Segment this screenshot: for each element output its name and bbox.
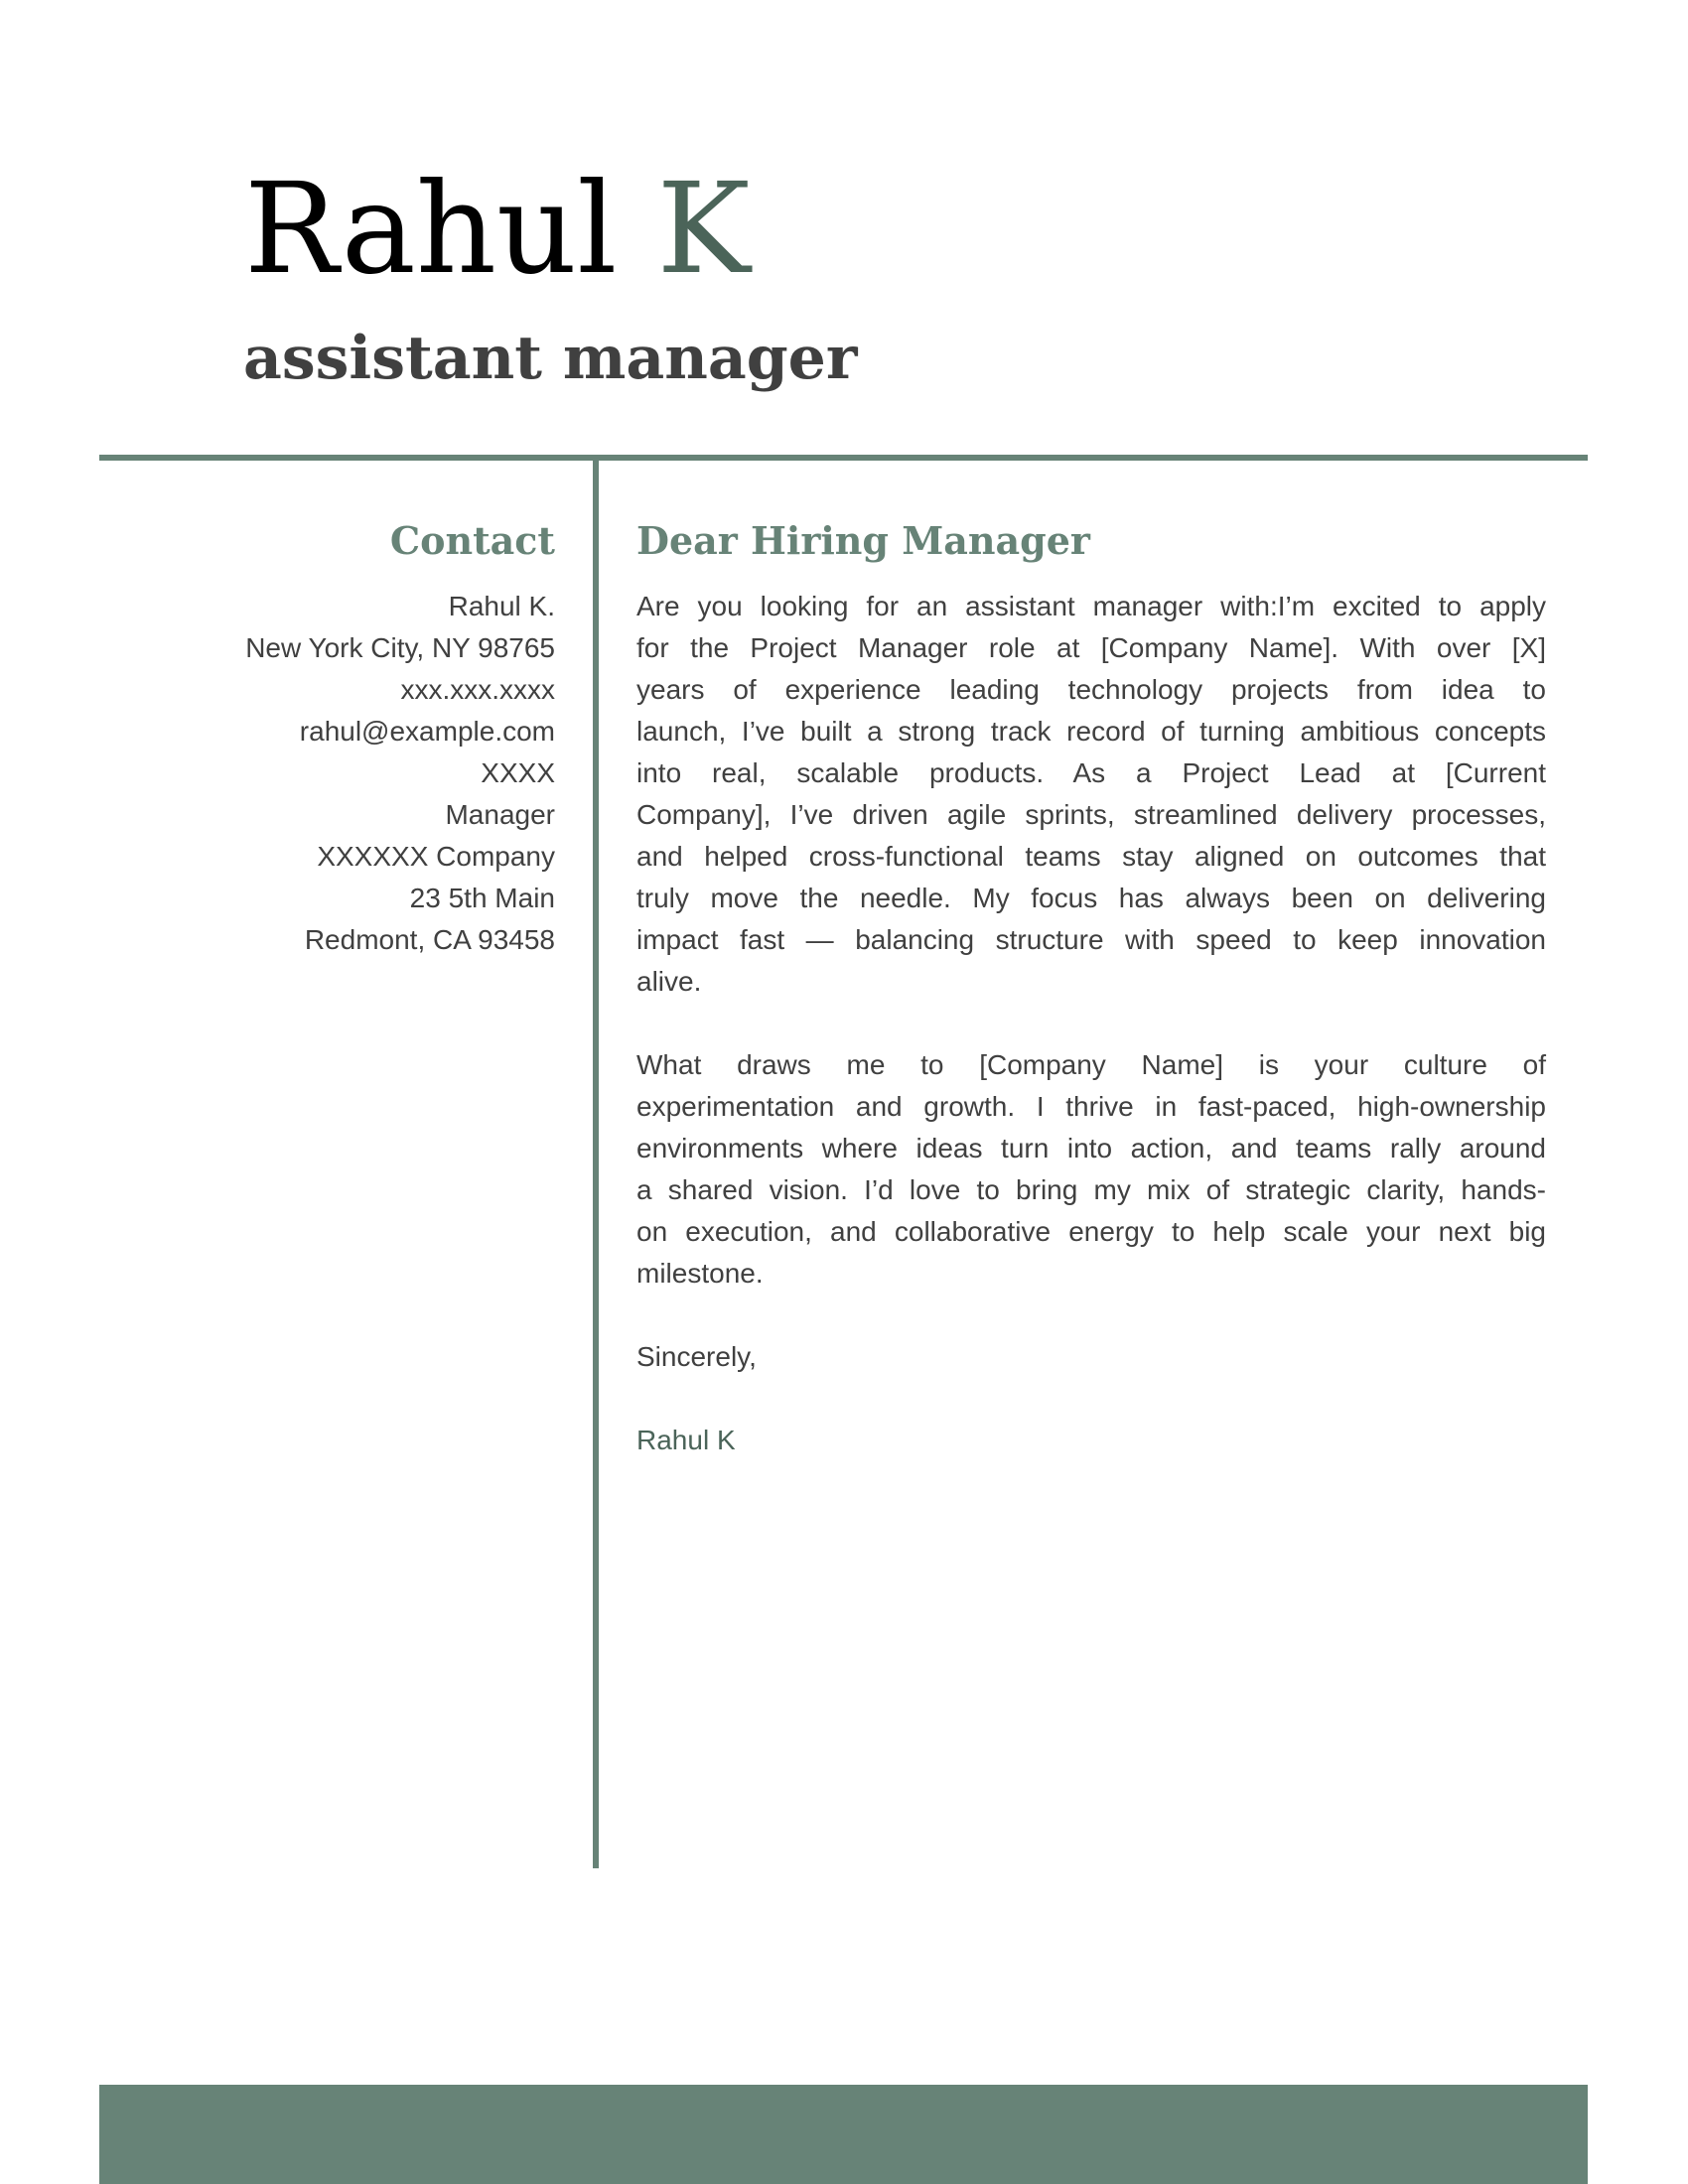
contact-heading: Contact <box>389 518 555 563</box>
text-line: alive. <box>636 966 702 997</box>
paragraph-2 <box>636 1044 1546 1295</box>
text-line: experimentation and growth. I thrive in fast-paced, high-ownership <box>636 1091 1546 1122</box>
contact-company: XXXXXX Company <box>317 841 555 872</box>
contact-street: 23 5th Main <box>409 883 555 913</box>
job-title: assistant manager <box>243 324 858 393</box>
contact-city-state: Redmont, CA 93458 <box>304 924 555 955</box>
text-line: milestone. <box>636 1258 764 1289</box>
text-line: and helped cross-functional teams stay aligned on outcomes that <box>636 841 1546 872</box>
contact-email: rahul@example.com <box>299 716 555 747</box>
text-line: What draws me to [Company Name] is your culture of <box>636 1049 1546 1080</box>
header-divider <box>99 455 1588 461</box>
footer-bar <box>99 2085 1588 2184</box>
text-line: launch, I’ve built a strong track record of turning ambitious concepts <box>636 716 1546 747</box>
text-line: impact fast — balancing structure with speed to keep innovation <box>636 924 1546 955</box>
contact-phone: xxx.xxx.xxxx <box>400 674 555 705</box>
text-line: on execution, and collaborative energy to help scale your next big <box>636 1216 1546 1247</box>
contact-list <box>138 586 555 961</box>
text-line: a shared vision. I’d love to bring my mix of strategic clarity, hands- <box>636 1174 1546 1205</box>
text-line: environments where ideas turn into action, and teams rally around <box>636 1133 1546 1163</box>
text-line: Company], I’ve driven agile sprints, streamlined delivery processes, <box>636 799 1546 830</box>
first-name: Rahul <box>244 156 618 302</box>
contact-recipient: XXXX <box>481 757 555 788</box>
signature: Rahul K <box>636 1425 736 1455</box>
letter-body <box>636 586 1546 1461</box>
contact-name: Rahul K. <box>448 591 555 621</box>
salutation: Dear Hiring Manager <box>636 518 1090 563</box>
closing: Sincerely, <box>636 1341 757 1372</box>
paragraph-1 <box>636 586 1546 1003</box>
last-name: K <box>656 156 751 302</box>
text-line: truly move the needle. My focus has always been on delivering <box>636 883 1546 913</box>
text-line: Are you looking for an assistant manager with:I’m excited to apply <box>636 591 1546 621</box>
text-line: for the Project Manager role at [Company Name]. With over [X] <box>636 632 1546 663</box>
text-line: years of experience leading technology projects from idea to <box>636 674 1546 705</box>
applicant-name <box>244 156 751 302</box>
column-divider <box>593 455 599 1868</box>
contact-recipient-title: Manager <box>445 799 555 830</box>
contact-city: New York City, NY 98765 <box>245 632 555 663</box>
text-line: into real, scalable products. As a Project Lead at [Current <box>636 757 1546 788</box>
